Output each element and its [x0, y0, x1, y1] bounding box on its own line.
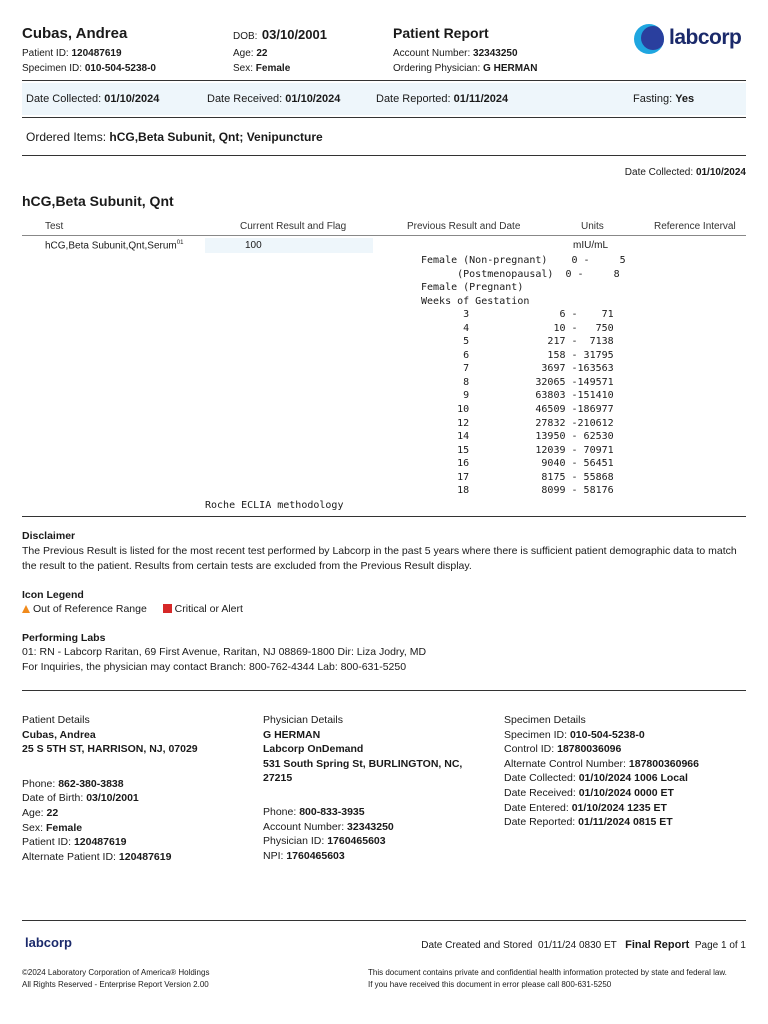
account-line [393, 48, 518, 59]
phys-name: G HERMAN [263, 728, 321, 741]
date-collected-label: Date Collected: [26, 93, 102, 105]
phys-org: Labcorp OnDemand [263, 743, 364, 756]
footer-page: Page 1 of 1 [694, 940, 746, 951]
pd-age: 22 [46, 806, 59, 819]
column-header-test: Test [45, 221, 64, 232]
sex-value: Female [255, 63, 291, 74]
critical-alert-square-icon [163, 604, 172, 613]
specimen-id-line [22, 63, 156, 74]
patient-id-value: 120487619 [71, 48, 122, 59]
performing-labs-line2: For Inquiries, the physician may contact Branch: 800-762-4344 Lab: 800-631-5250 [22, 661, 407, 673]
divider [22, 920, 746, 921]
sd-control: 18780036096 [557, 743, 622, 756]
phys-id: 1760465603 [327, 835, 386, 848]
divider [22, 690, 746, 691]
divider [22, 80, 746, 81]
performing-lab-ref: 01 [176, 240, 184, 246]
footer-created [421, 939, 746, 951]
fasting-label: Fasting: [633, 93, 673, 105]
footer-rights: All Rights Reserved - Enterprise Report Version 2.00 [22, 979, 209, 989]
patient-details-name: Cubas, Andrea [22, 728, 96, 741]
labcorp-logo-icon [634, 24, 664, 54]
column-header-current-result: Current Result and Flag [240, 221, 347, 232]
sd-specimen-label: Specimen ID: [504, 728, 568, 741]
specimen-id-value: 010-504-5238-0 [84, 63, 156, 74]
units-value: mIU/mL [573, 240, 608, 251]
footer-confidential1: This document contains private and confidential health information protected by state and federal law. [368, 968, 727, 977]
sd-received: 01/10/2024 0000 ET [578, 786, 674, 799]
patient-name: Cubas, Andrea [22, 25, 128, 42]
phys-address2: 27215 [263, 772, 293, 785]
physician-label: Ordering Physician: [393, 63, 481, 74]
disclaimer-title: Disclaimer [22, 530, 76, 542]
footer-copyright: ©2024 Laboratory Corporation of America® Holdings [22, 968, 210, 977]
age-label: Age: [233, 48, 254, 59]
pd-phone: 862-380-3838 [58, 777, 124, 790]
divider [22, 117, 746, 118]
footer-confidential-block [368, 967, 727, 990]
account-value: 32343250 [473, 48, 518, 59]
patient-details [22, 713, 198, 864]
sd-altctl-label: Alternate Control Number: [504, 757, 626, 770]
divider [22, 155, 746, 156]
sd-entered-label: Date Entered: [504, 801, 569, 814]
reference-interval-text: Female (Non-pregnant) 0 - 5 (Postmenopausal) 0 - 8 Female (Pregnant) Weeks of Gestation 3 6 - 71 4 10 - 750 5 217 - 7138 6 158 - 31795 7 3697 -163563 8 32065 -149571 9 63803 -151410 10 46509 -186977 12 27832 -210612 14 13950 - 62530 15 12039 - 70971 16 9040 - 56451 17 8175 - 55868 18 8099 - 58176 [421, 255, 626, 497]
date-received [207, 93, 340, 105]
footer-created-value: 01/11/24 0830 ET [538, 940, 617, 951]
patient-details-title: Patient Details [22, 714, 90, 726]
pd-alt: 120487619 [118, 850, 172, 863]
section-date-collected [625, 167, 746, 178]
pd-age-label: Age: [22, 806, 44, 819]
performing-labs-title: Performing Labs [22, 632, 106, 644]
physician-details [263, 713, 483, 863]
footer-confidential2: If you have received this document in error please call 800-631-5250 [368, 979, 612, 989]
phys-account: 32343250 [347, 820, 394, 833]
specimen-id-label: Specimen ID: [22, 63, 83, 74]
specimen-details [504, 713, 699, 830]
pd-dob-label: Date of Birth: [22, 792, 84, 805]
physician-value: G HERMAN [483, 63, 538, 74]
dob-value: 03/10/2001 [261, 27, 327, 42]
column-header-reference-interval: Reference Interval [654, 221, 736, 232]
column-header-previous-result: Previous Result and Date [407, 221, 521, 232]
labcorp-logo-text: labcorp [669, 26, 742, 49]
fasting-value: Yes [675, 93, 695, 105]
phys-address1: 531 South Spring St, BURLINGTON, NC, [263, 757, 463, 770]
patient-details-address: 25 S 5TH ST, HARRISON, NJ, 07029 [22, 743, 198, 756]
sd-specimen: 010-504-5238-0 [569, 728, 645, 741]
sd-control-label: Control ID: [504, 743, 555, 756]
divider [22, 516, 746, 517]
date-reported [376, 93, 508, 105]
methodology-note: Roche ECLIA methodology [205, 500, 344, 511]
footer-copyright-block [22, 967, 209, 990]
sd-received-label: Date Received: [504, 786, 576, 799]
date-reported-label: Date Reported: [376, 93, 451, 105]
test-name [45, 240, 183, 251]
phys-phone-label: Phone: [263, 805, 297, 818]
result-value: 100 [245, 240, 262, 251]
footer-created-label: Date Created and Stored [421, 940, 533, 951]
phys-npi: 1760465603 [286, 849, 345, 862]
sex-label: Sex: [233, 63, 254, 74]
phys-phone: 800-833-3935 [299, 805, 365, 818]
date-collected [26, 93, 159, 105]
age-value: 22 [256, 48, 268, 59]
section-date-collected-value: 01/10/2024 [695, 167, 746, 178]
icon-legend-items [22, 603, 243, 615]
divider [22, 235, 746, 236]
patient-id-line [22, 48, 122, 59]
date-collected-value: 01/10/2024 [104, 93, 160, 105]
ordered-items-label: Ordered Items: [26, 130, 107, 144]
report-title: Patient Report [393, 25, 489, 41]
age-line [233, 48, 267, 59]
account-label: Account Number: [393, 48, 471, 59]
dob-line [233, 26, 327, 44]
phys-account-label: Account Number: [263, 820, 345, 833]
sd-reported-label: Date Reported: [504, 816, 576, 829]
pd-sex: Female [45, 821, 83, 834]
out-of-range-triangle-icon [22, 605, 30, 613]
pd-phone-label: Phone: [22, 777, 56, 790]
pd-dob: 03/10/2001 [86, 792, 139, 805]
physician-details-title: Physician Details [263, 714, 343, 726]
date-reported-value: 01/11/2024 [453, 93, 509, 105]
pd-pid-label: Patient ID: [22, 836, 72, 849]
pd-pid: 120487619 [73, 836, 127, 849]
sex-line [233, 63, 290, 74]
phys-npi-label: NPI: [263, 849, 284, 862]
date-received-value: 01/10/2024 [285, 93, 341, 105]
result-cell [205, 238, 373, 253]
physician-line [393, 63, 538, 74]
test-name-text: hCG,Beta Subunit,Qnt,Serum [45, 240, 177, 252]
pd-sex-label: Sex: [22, 821, 44, 834]
footer-logo: labcorp [25, 935, 72, 950]
fasting [633, 93, 694, 105]
icon-legend-title: Icon Legend [22, 589, 84, 601]
sd-entered: 01/10/2024 1235 ET [571, 801, 667, 814]
sd-collected: 01/10/2024 1006 Local [578, 772, 688, 785]
patient-id-label: Patient ID: [22, 48, 69, 59]
disclaimer-text: The Previous Result is listed for the most recent test performed by Labcorp in the past 5 years where there is sufficient patient demographic data to match the result to the patient. Results from certain tests are excluded from the Previous Result display. [22, 545, 737, 572]
pd-alt-label: Alternate Patient ID: [22, 850, 116, 863]
section-date-collected-label: Date Collected: [624, 167, 694, 178]
sd-collected-label: Date Collected: [504, 772, 576, 785]
critical-label: Critical or Alert [174, 603, 243, 615]
section-title: hCG,Beta Subunit, Qnt [22, 193, 174, 209]
ordered-items-value: hCG,Beta Subunit, Qnt; Venipuncture [109, 130, 323, 144]
ordered-items [26, 130, 323, 144]
date-received-label: Date Received: [207, 93, 283, 105]
phys-id-label: Physician ID: [263, 835, 325, 848]
column-header-units: Units [581, 221, 604, 232]
sd-reported: 01/11/2024 0815 ET [578, 816, 673, 829]
dob-label: DOB: [233, 31, 258, 42]
performing-labs-line1: 01: RN - Labcorp Raritan, 69 First Avenue, Raritan, NJ 08869-1800 Dir: Liza Jodry, MD [22, 646, 427, 658]
footer-final-report: Final Report [625, 939, 690, 951]
out-of-range-label: Out of Reference Range [33, 603, 147, 615]
specimen-details-title: Specimen Details [504, 714, 586, 726]
sd-altctl: 187800360966 [628, 757, 699, 770]
